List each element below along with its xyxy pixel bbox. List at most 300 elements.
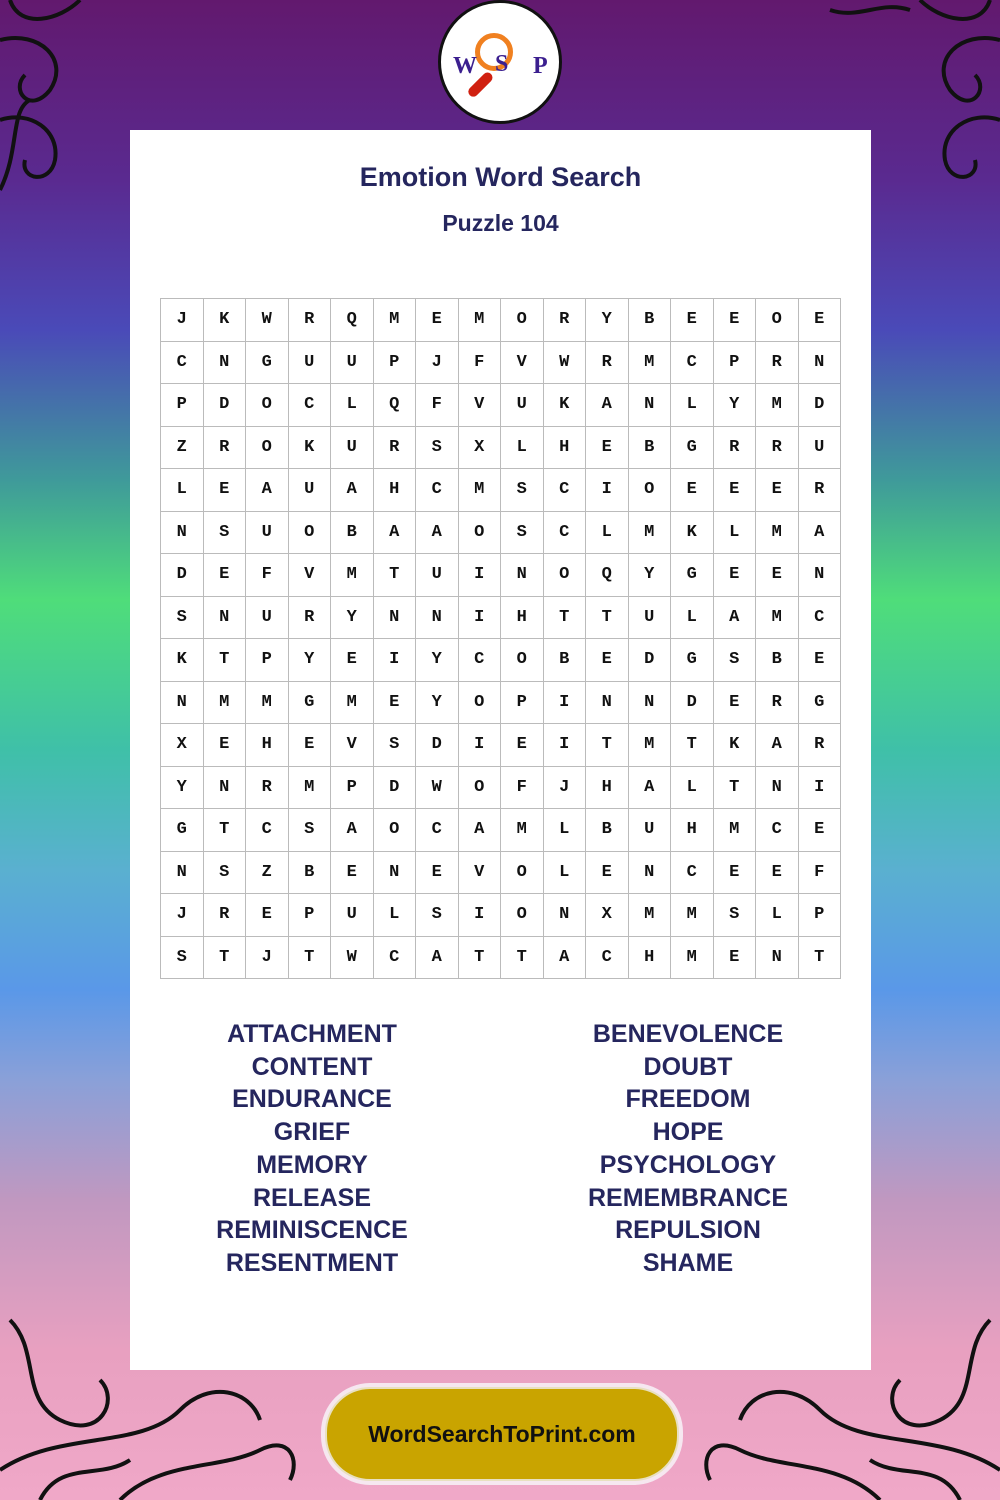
grid-cell[interactable]: E [586, 851, 629, 894]
grid-cell[interactable]: M [331, 681, 374, 724]
grid-cell[interactable]: L [501, 426, 544, 469]
grid-row [161, 341, 841, 384]
grid-cell[interactable]: R [756, 341, 799, 384]
grid-cell[interactable]: E [713, 936, 756, 979]
grid-cell[interactable]: A [458, 809, 501, 852]
grid-cell[interactable]: B [331, 511, 374, 554]
grid-cell[interactable]: Z [246, 851, 289, 894]
puzzle-number: Puzzle 104 [442, 210, 559, 236]
grid-cell[interactable]: R [246, 766, 289, 809]
grid-cell[interactable]: Y [416, 681, 459, 724]
grid-cell[interactable]: C [671, 851, 714, 894]
grid-cell[interactable]: A [713, 596, 756, 639]
grid-cell[interactable]: I [543, 681, 586, 724]
grid-cell[interactable]: V [458, 851, 501, 894]
grid-cell[interactable]: O [628, 469, 671, 512]
grid-cell[interactable]: D [161, 554, 204, 597]
grid-row [161, 639, 841, 682]
grid-cell[interactable]: M [628, 894, 671, 937]
grid-cell[interactable]: T [203, 936, 246, 979]
grid-cell[interactable]: M [458, 469, 501, 512]
word-list-item: BENEVOLENCE [592, 1020, 784, 1048]
grid-cell[interactable]: R [203, 426, 246, 469]
grid-cell[interactable]: V [288, 554, 331, 597]
grid-cell[interactable]: X [161, 724, 204, 767]
grid-row [161, 596, 841, 639]
grid-cell[interactable]: K [713, 724, 756, 767]
grid-cell[interactable]: J [416, 341, 459, 384]
grid-cell[interactable]: O [458, 766, 501, 809]
grid-cell[interactable]: G [798, 681, 841, 724]
grid-cell[interactable]: U [288, 341, 331, 384]
logo-letter-p: P [533, 53, 548, 79]
grid-cell[interactable]: Y [713, 384, 756, 427]
word-list-item: GRIEF [273, 1118, 351, 1147]
grid-cell[interactable]: I [458, 554, 501, 597]
grid-cell[interactable]: R [756, 681, 799, 724]
grid-cell[interactable]: J [161, 894, 204, 937]
grid-cell[interactable]: C [416, 469, 459, 512]
grid-row [161, 681, 841, 724]
word-list-item: HOPE [652, 1118, 724, 1147]
grid-cell[interactable]: R [798, 469, 841, 512]
grid-row [161, 426, 841, 469]
grid-cell[interactable]: C [798, 596, 841, 639]
grid-cell[interactable]: R [713, 426, 756, 469]
grid-cell[interactable]: Q [331, 299, 374, 342]
grid-cell[interactable]: T [288, 936, 331, 979]
grid-cell[interactable]: E [798, 809, 841, 852]
letter-grid[interactable] [160, 298, 841, 979]
grid-cell[interactable]: F [246, 554, 289, 597]
grid-cell[interactable]: R [288, 596, 331, 639]
grid-cell[interactable]: O [501, 894, 544, 937]
grid-cell[interactable]: T [203, 809, 246, 852]
grid-cell[interactable]: E [203, 724, 246, 767]
grid-cell[interactable]: E [586, 639, 629, 682]
grid-cell[interactable]: I [586, 469, 629, 512]
grid-cell[interactable]: C [543, 469, 586, 512]
grid-cell[interactable]: X [458, 426, 501, 469]
grid-cell[interactable]: R [543, 299, 586, 342]
grid-cell[interactable]: B [288, 851, 331, 894]
grid-row [161, 766, 841, 809]
grid-row [161, 809, 841, 852]
site-link-button[interactable] [325, 1387, 679, 1481]
grid-cell[interactable]: B [756, 639, 799, 682]
grid-cell[interactable]: M [203, 681, 246, 724]
grid-cell[interactable]: N [798, 341, 841, 384]
grid-cell[interactable]: P [161, 384, 204, 427]
word-list-item: REPULSION [615, 1216, 761, 1245]
grid-cell[interactable]: L [586, 511, 629, 554]
grid-cell[interactable]: Y [331, 596, 374, 639]
grid-cell[interactable]: U [416, 554, 459, 597]
grid-cell[interactable]: E [713, 299, 756, 342]
grid-cell[interactable]: N [161, 511, 204, 554]
grid-cell[interactable]: E [586, 426, 629, 469]
grid-cell[interactable]: K [543, 384, 586, 427]
grid-cell[interactable]: D [203, 384, 246, 427]
grid-cell[interactable]: L [756, 894, 799, 937]
grid-cell[interactable]: E [671, 299, 714, 342]
grid-cell[interactable]: J [543, 766, 586, 809]
grid-cell[interactable]: U [501, 384, 544, 427]
grid-cell[interactable]: A [543, 936, 586, 979]
grid-cell[interactable]: Z [161, 426, 204, 469]
grid-cell[interactable]: E [416, 851, 459, 894]
grid-cell[interactable]: Q [586, 554, 629, 597]
grid-cell[interactable]: U [246, 596, 289, 639]
grid-cell[interactable]: X [586, 894, 629, 937]
grid-cell[interactable]: E [331, 639, 374, 682]
grid-cell[interactable]: M [671, 894, 714, 937]
grid-cell[interactable]: R [798, 724, 841, 767]
grid-cell[interactable]: G [671, 426, 714, 469]
grid-cell[interactable]: N [628, 384, 671, 427]
grid-cell[interactable]: R [756, 426, 799, 469]
grid-cell[interactable]: H [501, 596, 544, 639]
word-list-item: CONTENT [251, 1052, 373, 1081]
grid-cell[interactable]: D [798, 384, 841, 427]
grid-cell[interactable]: P [373, 341, 416, 384]
grid-cell[interactable]: I [458, 724, 501, 767]
word-list-left [147, 1018, 477, 1280]
logo-letter-w: W [453, 53, 477, 79]
word-list-item: SHAME [642, 1248, 734, 1277]
grid-cell[interactable]: A [798, 511, 841, 554]
grid-cell[interactable]: S [713, 894, 756, 937]
grid-cell[interactable]: K [161, 639, 204, 682]
grid-cell[interactable]: B [543, 639, 586, 682]
grid-cell[interactable]: W [331, 936, 374, 979]
grid-cell[interactable]: T [586, 724, 629, 767]
grid-cell[interactable]: H [373, 469, 416, 512]
grid-cell[interactable]: I [458, 894, 501, 937]
grid-cell[interactable]: O [501, 851, 544, 894]
grid-cell[interactable]: D [373, 766, 416, 809]
grid-cell[interactable]: N [203, 766, 246, 809]
grid-cell[interactable]: Y [628, 554, 671, 597]
grid-cell[interactable]: H [543, 426, 586, 469]
grid-cell[interactable]: O [246, 426, 289, 469]
grid-cell[interactable]: F [501, 766, 544, 809]
grid-cell[interactable]: R [288, 299, 331, 342]
grid-cell[interactable]: E [671, 469, 714, 512]
grid-cell[interactable]: C [416, 809, 459, 852]
grid-cell[interactable]: U [246, 511, 289, 554]
grid-row [161, 511, 841, 554]
grid-cell[interactable]: P [713, 341, 756, 384]
grid-cell[interactable]: C [288, 384, 331, 427]
grid-cell[interactable]: E [798, 639, 841, 682]
word-list-item: FREEDOM [625, 1085, 751, 1114]
grid-cell[interactable]: G [161, 809, 204, 852]
grid-cell[interactable]: S [416, 894, 459, 937]
grid-cell[interactable]: U [331, 426, 374, 469]
grid-cell[interactable]: N [756, 936, 799, 979]
grid-cell[interactable]: S [501, 469, 544, 512]
grid-cell[interactable]: M [756, 384, 799, 427]
grid-cell[interactable]: T [373, 554, 416, 597]
grid-cell[interactable]: C [373, 936, 416, 979]
grid-cell[interactable]: E [713, 681, 756, 724]
grid-cell[interactable]: S [416, 426, 459, 469]
grid-cell[interactable]: O [501, 639, 544, 682]
grid-cell[interactable]: O [246, 384, 289, 427]
grid-cell[interactable]: F [798, 851, 841, 894]
grid-cell[interactable]: S [288, 809, 331, 852]
grid-cell[interactable]: G [288, 681, 331, 724]
grid-cell[interactable]: M [671, 936, 714, 979]
grid-cell[interactable]: L [331, 384, 374, 427]
grid-cell[interactable]: E [713, 851, 756, 894]
grid-cell[interactable]: N [203, 341, 246, 384]
grid-cell[interactable]: P [331, 766, 374, 809]
grid-row [161, 851, 841, 894]
grid-cell[interactable]: O [501, 299, 544, 342]
grid-cell[interactable]: V [501, 341, 544, 384]
grid-cell[interactable]: L [713, 511, 756, 554]
word-list-item: RELEASE [252, 1183, 372, 1212]
grid-cell[interactable]: C [161, 341, 204, 384]
grid-cell[interactable]: E [501, 724, 544, 767]
grid-cell[interactable]: O [458, 681, 501, 724]
grid-cell[interactable]: C [671, 341, 714, 384]
grid-cell[interactable]: F [416, 384, 459, 427]
grid-cell[interactable]: Y [288, 639, 331, 682]
grid-cell[interactable]: B [628, 426, 671, 469]
grid-cell[interactable]: K [203, 299, 246, 342]
grid-cell[interactable]: C [246, 809, 289, 852]
grid-cell[interactable]: T [458, 936, 501, 979]
grid-cell[interactable]: I [798, 766, 841, 809]
grid-cell[interactable]: F [458, 341, 501, 384]
grid-cell[interactable]: G [671, 639, 714, 682]
grid-cell[interactable]: A [331, 809, 374, 852]
grid-cell[interactable]: M [331, 554, 374, 597]
grid-cell[interactable]: T [798, 936, 841, 979]
grid-cell[interactable]: A [246, 469, 289, 512]
grid-cell[interactable]: S [501, 511, 544, 554]
grid-cell[interactable]: L [543, 809, 586, 852]
grid-row [161, 724, 841, 767]
grid-cell[interactable]: P [501, 681, 544, 724]
grid-cell[interactable]: D [628, 639, 671, 682]
grid-cell[interactable]: Q [373, 384, 416, 427]
grid-cell[interactable]: U [331, 341, 374, 384]
grid-cell[interactable]: T [713, 766, 756, 809]
grid-cell[interactable]: A [628, 766, 671, 809]
grid-cell[interactable]: E [331, 851, 374, 894]
grid-cell[interactable]: N [501, 554, 544, 597]
grid-cell[interactable]: O [543, 554, 586, 597]
grid-cell[interactable]: T [203, 639, 246, 682]
grid-cell[interactable]: T [543, 596, 586, 639]
puzzle-title: Emotion Word Search [359, 162, 642, 192]
grid-cell[interactable]: A [416, 511, 459, 554]
grid-cell[interactable]: N [756, 766, 799, 809]
grid-cell[interactable]: I [458, 596, 501, 639]
grid-cell[interactable]: K [288, 426, 331, 469]
grid-cell[interactable]: O [756, 299, 799, 342]
grid-cell[interactable]: I [373, 639, 416, 682]
grid-cell[interactable]: U [288, 469, 331, 512]
grid-cell[interactable]: T [671, 724, 714, 767]
grid-cell[interactable]: P [288, 894, 331, 937]
grid-cell[interactable]: N [543, 894, 586, 937]
grid-cell[interactable]: N [416, 596, 459, 639]
word-list-item: ENDURANCE [232, 1085, 392, 1114]
grid-cell[interactable]: L [373, 894, 416, 937]
grid-cell[interactable]: E [373, 681, 416, 724]
grid-cell[interactable]: Y [586, 299, 629, 342]
grid-cell[interactable]: B [628, 299, 671, 342]
word-list-item: ATTACHMENT [227, 1020, 397, 1048]
grid-cell[interactable]: L [543, 851, 586, 894]
grid-cell[interactable]: M [628, 511, 671, 554]
grid-cell[interactable]: M [288, 766, 331, 809]
grid-cell[interactable]: P [798, 894, 841, 937]
grid-cell[interactable]: N [586, 681, 629, 724]
top-left-ornament [0, 0, 140, 200]
grid-cell[interactable]: O [458, 511, 501, 554]
grid-cell[interactable]: H [246, 724, 289, 767]
grid-cell[interactable]: A [331, 469, 374, 512]
grid-cell[interactable]: S [161, 596, 204, 639]
grid-cell[interactable]: P [246, 639, 289, 682]
grid-cell[interactable]: M [756, 511, 799, 554]
grid-row [161, 936, 841, 979]
grid-cell[interactable]: T [501, 936, 544, 979]
grid-cell[interactable]: L [671, 384, 714, 427]
grid-cell[interactable]: K [671, 511, 714, 554]
grid-cell[interactable]: E [246, 894, 289, 937]
grid-cell[interactable]: C [756, 809, 799, 852]
grid-cell[interactable]: S [713, 639, 756, 682]
word-list-item: REMEMBRANCE [588, 1183, 788, 1212]
grid-cell[interactable]: E [713, 554, 756, 597]
grid-cell[interactable]: U [628, 809, 671, 852]
logo-letter-s: S [495, 51, 509, 77]
grid-cell[interactable]: S [161, 936, 204, 979]
grid-row [161, 894, 841, 937]
grid-cell[interactable]: J [161, 299, 204, 342]
grid-cell[interactable]: U [628, 596, 671, 639]
grid-cell[interactable]: Y [416, 639, 459, 682]
grid-cell[interactable]: B [586, 809, 629, 852]
word-list-right [523, 1018, 853, 1280]
site-name: WordSearchToPrint.com [368, 1420, 636, 1447]
grid-cell[interactable]: N [628, 681, 671, 724]
grid-cell[interactable]: N [373, 596, 416, 639]
grid-cell[interactable]: Y [161, 766, 204, 809]
grid-cell[interactable]: H [628, 936, 671, 979]
grid-cell[interactable]: E [203, 469, 246, 512]
grid-cell[interactable]: A [416, 936, 459, 979]
grid-cell[interactable]: H [671, 809, 714, 852]
grid-cell[interactable]: E [756, 469, 799, 512]
grid-cell[interactable]: S [203, 511, 246, 554]
grid-cell[interactable]: W [416, 766, 459, 809]
puzzle-card [130, 130, 871, 1370]
grid-cell[interactable]: N [161, 681, 204, 724]
grid-cell[interactable]: O [373, 809, 416, 852]
grid-cell[interactable]: M [246, 681, 289, 724]
grid-cell[interactable]: E [288, 724, 331, 767]
grid-cell[interactable]: H [586, 766, 629, 809]
grid-cell[interactable]: M [628, 724, 671, 767]
grid-row [161, 554, 841, 597]
grid-cell[interactable]: M [373, 299, 416, 342]
grid-cell[interactable]: J [246, 936, 289, 979]
grid-cell[interactable]: A [586, 384, 629, 427]
grid-cell[interactable]: E [416, 299, 459, 342]
grid-cell[interactable]: L [671, 596, 714, 639]
grid-cell[interactable]: M [458, 299, 501, 342]
grid-row [161, 469, 841, 512]
grid-cell[interactable]: M [756, 596, 799, 639]
grid-cell[interactable]: V [458, 384, 501, 427]
grid-cell[interactable]: C [543, 511, 586, 554]
word-list-item: DOUBT [643, 1052, 733, 1081]
grid-cell[interactable]: E [203, 554, 246, 597]
grid-cell[interactable]: G [671, 554, 714, 597]
wsp-logo[interactable] [438, 0, 562, 124]
grid-cell[interactable]: N [628, 851, 671, 894]
grid-cell[interactable]: R [203, 894, 246, 937]
grid-cell[interactable]: U [331, 894, 374, 937]
grid-cell[interactable]: S [203, 851, 246, 894]
grid-cell[interactable]: E [756, 554, 799, 597]
grid-cell[interactable]: L [671, 766, 714, 809]
grid-cell[interactable]: O [288, 511, 331, 554]
grid-cell[interactable]: E [798, 299, 841, 342]
grid-cell[interactable]: W [543, 341, 586, 384]
grid-cell[interactable]: M [501, 809, 544, 852]
word-list-item: REMINISCENCE [216, 1216, 408, 1245]
grid-cell[interactable]: D [416, 724, 459, 767]
grid-cell[interactable]: A [756, 724, 799, 767]
grid-cell[interactable]: N [373, 851, 416, 894]
grid-cell[interactable]: U [798, 426, 841, 469]
grid-cell[interactable]: N [161, 851, 204, 894]
grid-cell[interactable]: S [373, 724, 416, 767]
grid-cell[interactable]: N [798, 554, 841, 597]
grid-cell[interactable]: W [246, 299, 289, 342]
grid-cell[interactable]: A [373, 511, 416, 554]
grid-cell[interactable]: D [671, 681, 714, 724]
grid-cell[interactable]: T [586, 596, 629, 639]
grid-cell[interactable]: M [628, 341, 671, 384]
grid-row [161, 299, 841, 342]
grid-cell[interactable]: C [458, 639, 501, 682]
grid-cell[interactable]: I [543, 724, 586, 767]
grid-cell[interactable]: G [246, 341, 289, 384]
grid-row [161, 384, 841, 427]
grid-cell[interactable]: E [713, 469, 756, 512]
word-list-item: RESENTMENT [225, 1248, 399, 1277]
grid-cell[interactable]: N [203, 596, 246, 639]
grid-cell[interactable]: C [586, 936, 629, 979]
grid-cell[interactable]: L [161, 469, 204, 512]
grid-cell[interactable]: E [756, 851, 799, 894]
grid-cell[interactable]: R [373, 426, 416, 469]
grid-cell[interactable]: M [713, 809, 756, 852]
grid-cell[interactable]: V [331, 724, 374, 767]
grid-cell[interactable]: R [586, 341, 629, 384]
word-list-item: PSYCHOLOGY [599, 1150, 777, 1179]
